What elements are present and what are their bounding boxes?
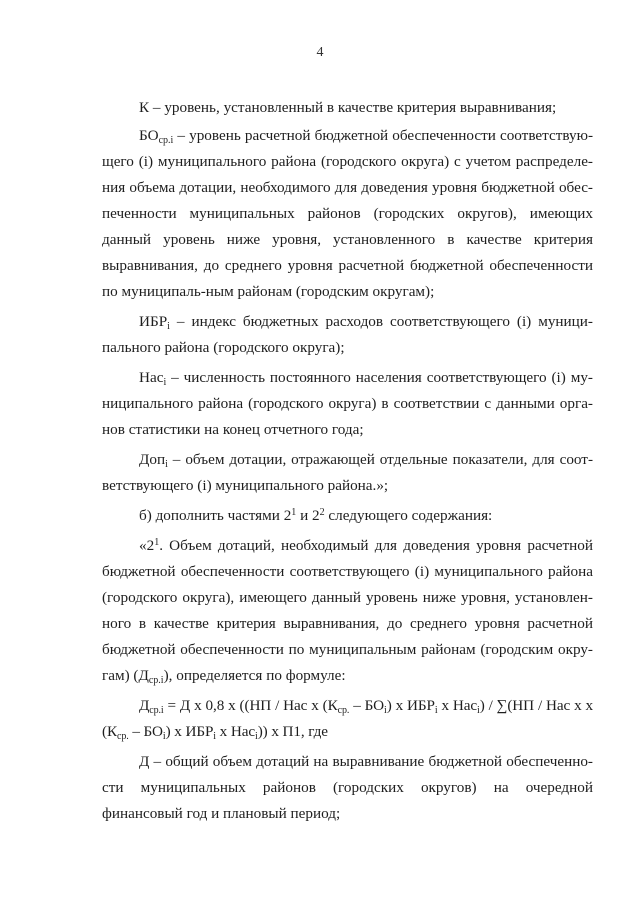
- paragraph-nas-definition: Нас$_i$ – численность постоянного населения соответствующего (i) му-ниципального района (городского округа) в соответствии с данными орга-нов статистики на конец отчетного года;: [102, 369, 593, 438]
- paragraph-d-definition: Д – общий объем дотаций на выравнивание бюджетной обеспеченно-сти муниципальных районов (городских округов) на очередной финансовый год и плановый период;: [102, 753, 593, 822]
- formula: $Д_{ср.i} = Д$ х 0,8 х ((НП / Нас х $(К_{ср.} - БО_i)$ х $ИБР_i$ х Нас$_i$) / ∑(НП / Нас х х $(К_{ср.} - БО_i)$ х $ИБР_i$ х Нас$_i$)) х П1, где: [102, 697, 593, 742]
- paragraph-amendment-b: б) дополнить частями $2^1$ и $2^2$ следующего содержания:: [139, 507, 493, 524]
- document-body: [102, 95, 593, 829]
- paragraph-k-definition: К – уровень, установленный в качестве критерия выравнивания;: [139, 99, 557, 116]
- paragraph-dop-definition: Доп$_i$ – объем дотации, отражающей отдельные показатели, для соот-ветствующего (i) муниципального района.»;: [102, 451, 593, 494]
- paragraph-bo-definition: $БО_{ср.i}$ – уровень расчетной бюджетной обеспеченности соответствую-щего (i) муниципального района (городского округа) с учетом распределе-ния объема дотации, необходимого для доведения уровня бюджетной обес-печенности муниципальных районов (городских округов), имеющих данный уровень ниже уровня, установленного в качестве критерия выравнивания, до среднего уровня расчетной бюджетной обеспеченности по муниципаль-ным районам (городским округам);: [102, 127, 593, 300]
- paragraph-ibr-definition: $ИБР_i$ – индекс бюджетных расходов соответствующего (i) муници-пального района (городского округа);: [102, 313, 593, 356]
- page-number: 4: [316, 45, 324, 60]
- paragraph-part-2-1: «$2^1$. Объем дотаций, необходимый для доведения уровня расчетной бюджетной обеспеченности соответствующего (i) муниципального района (городского округа), имеющего данный уровень ниже уровня, установлен-ного в качестве критерия выравнивания, до среднего уровня расчетной бюджетной обеспеченности по муниципальным районам (городским окру-гам) $(Д_{ср.i})$, определяется по формуле:: [102, 537, 593, 686]
